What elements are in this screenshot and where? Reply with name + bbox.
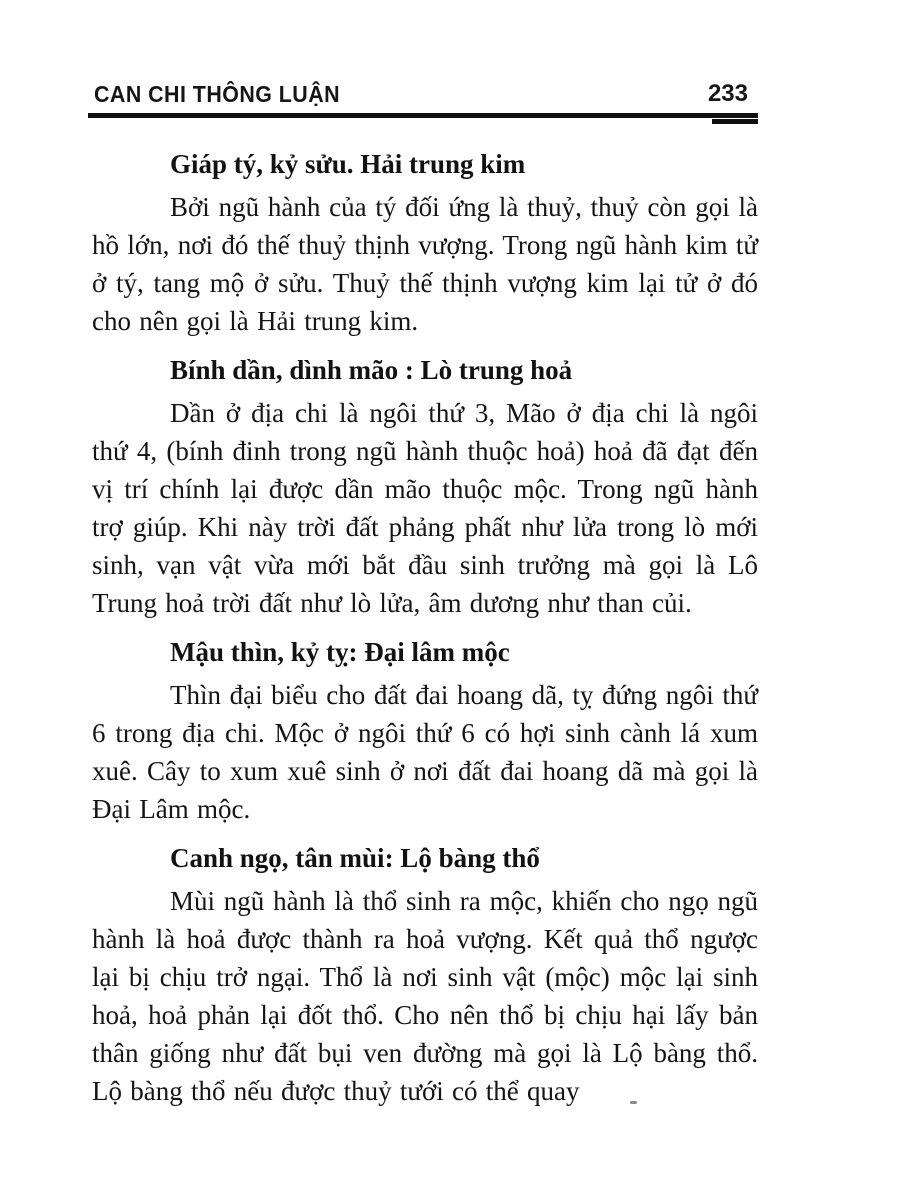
section-lo-trung-hoa xyxy=(92,350,758,622)
page-content xyxy=(92,134,758,1110)
header-rule xyxy=(88,113,758,118)
paragraph: Mùi ngũ hành là thổ sinh ra mộc, khiến cho ngọ ngũ hành là hoả được thành ra hoả vượng. Kết quả thổ ngược lại bị chịu trở ngại. Thổ là nơi sinh vật (mộc) mộc lại sinh hoả, hoả phản lại đốt thổ. Cho nên thổ bị chịu hại lấy bản thân giống như đất bụi ven đường mà gọi là Lộ bàng thổ. Lộ bàng thổ nếu được thuỷ tưới có thể quay xyxy=(92,886,758,1106)
running-title: CAN CHI THÔNG LUẬN xyxy=(94,81,341,107)
header-rule-accent xyxy=(712,119,758,124)
scan-artifact xyxy=(630,1101,637,1104)
section-lo-bang-tho xyxy=(92,838,758,1110)
section-hai-trung-kim xyxy=(92,144,758,340)
section-heading: Giáp tý, kỷ sửu. Hải trung kim xyxy=(170,149,526,179)
page-number: 233 xyxy=(707,80,748,107)
paragraph: Bởi ngũ hành của tý đối ứng là thuỷ, thuỷ còn gọi là hồ lớn, nơi đó thế thuỷ thịnh vượng. Trong ngũ hành kim tử ở tý, tang mộ ở sửu. Thuỷ thế thịnh vượng kim lại tử ở đó cho nên gọi là Hải trung kim. xyxy=(92,192,758,336)
paragraph: Thìn đại biểu cho đất đai hoang dã, tỵ đứng ngôi thứ 6 trong địa chi. Mộc ở ngôi thứ 6 có hợi sinh cành lá xum xuê. Cây to xum xuê sinh ở nơi đất đai hoang dã mà gọi là Đại Lâm mộc. xyxy=(92,680,758,824)
section-heading: Canh ngọ, tân mùi: Lộ bàng thổ xyxy=(170,843,540,873)
section-heading: Bính dần, dình mão : Lò trung hoả xyxy=(170,355,573,385)
paragraph: Dần ở địa chi là ngôi thứ 3, Mão ở địa chi là ngôi thứ 4, (bính đinh trong ngũ hành thuộc hoả) hoả đã đạt đến vị trí chính lại được dần mão thuộc mộc. Trong ngũ hành trợ giúp. Khi này trời đất phảng phất như lửa trong lò mới sinh, vạn vật vừa mới bắt đầu sinh trưởng mà gọi là Lô Trung hoả trời đất như lò lửa, âm dương như than củi. xyxy=(92,398,758,618)
section-heading: Mậu thìn, kỷ tỵ: Đại lâm mộc xyxy=(170,637,510,667)
running-header xyxy=(94,80,748,108)
section-dai-lam-moc xyxy=(92,632,758,828)
